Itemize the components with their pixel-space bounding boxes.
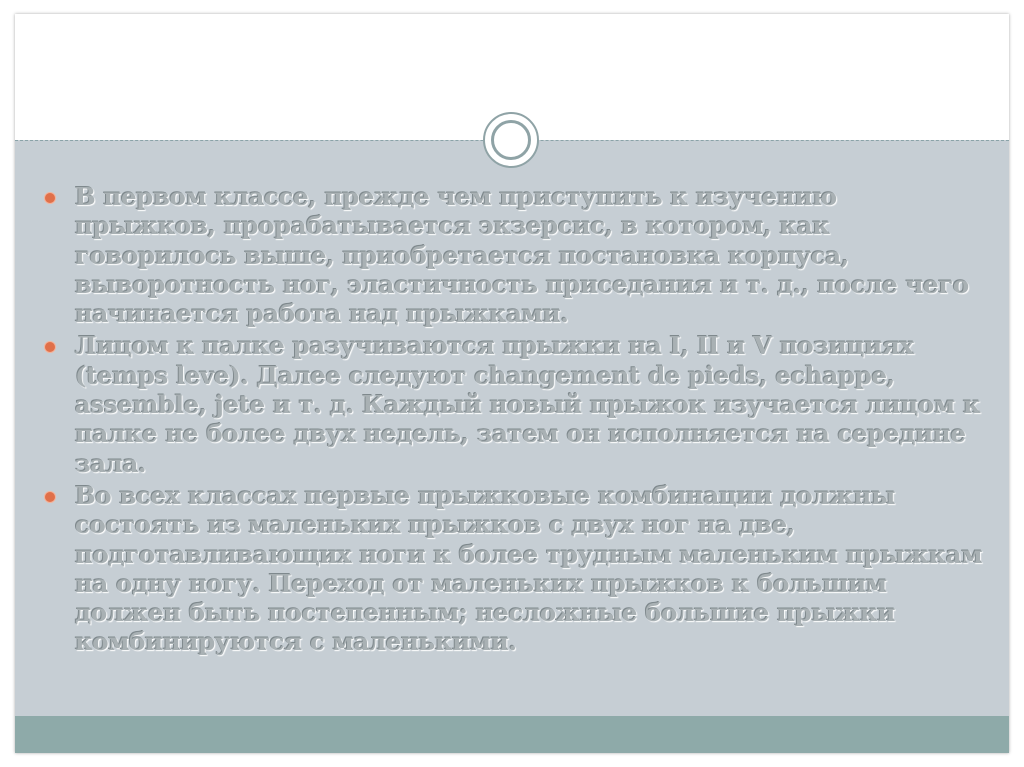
- bullet-text: Лицом к палке разучиваются прыжки на I, II и V позициях (temps leve). Далее следуют changement de pieds, echappe, assemble, jete и т. д. Каждый новый прыжок изучается лицом к палке не более двух недель, затем он исполняется на середине зала.: [75, 331, 981, 478]
- circle-ring-icon: [483, 112, 539, 168]
- bullet-dot-icon: [45, 492, 55, 502]
- bullet-item: [45, 182, 985, 328]
- bullet-item: [45, 331, 985, 477]
- footer-bar: [15, 716, 1009, 753]
- bullet-list: [45, 182, 985, 660]
- bullet-text: Во всех классах первые прыжковые комбинации должны состоять из маленьких прыжков с двух ног на две, подготавливающих ноги к более трудным маленьким прыжкам на одну ногу. Переход от маленьких прыжков к большим должен быть постепенным; несложные большие прыжки комбинируются с маленькими.: [75, 480, 983, 657]
- bullet-dot-icon: [45, 342, 55, 352]
- bullet-text: В первом классе, прежде чем приступить к изучению прыжков, прорабатывается экзерсис, в котором, как говорилось выше, приобретается постановка корпуса, выворотность ног, эластичность приседания и т. д., после чего начинается работа над прыжками.: [75, 182, 969, 329]
- slide: [15, 14, 1009, 753]
- bullet-item: [45, 481, 985, 657]
- bullet-dot-icon: [45, 193, 55, 203]
